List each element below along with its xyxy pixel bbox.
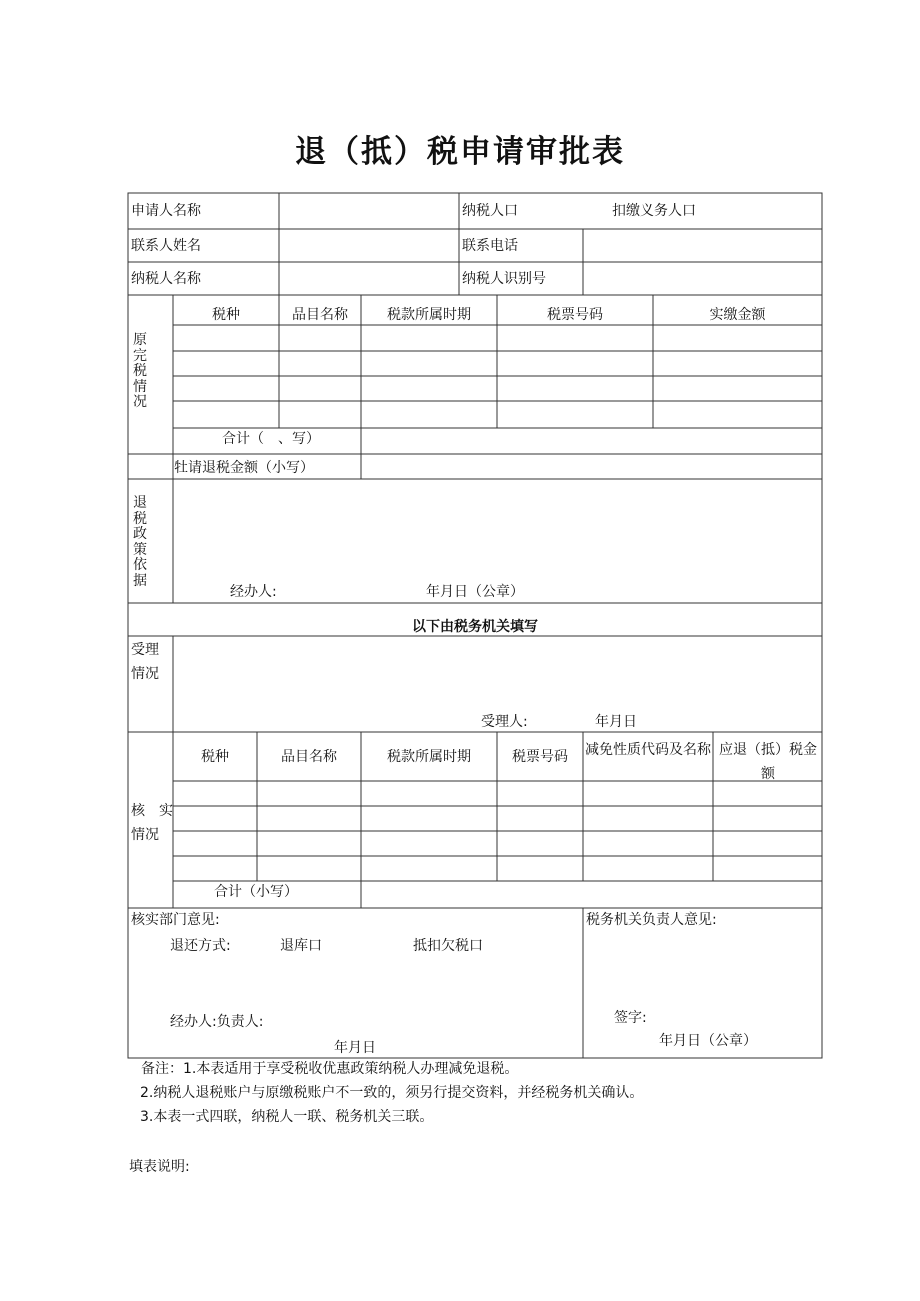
- note-line-3: 3.本表一式四联，纳税人一联、税务机关三联。: [140, 1109, 434, 1125]
- tax-office-banner: 以下由税务机关填写: [412, 619, 538, 635]
- dept-handler-label: 经办人:负责人:: [170, 1014, 264, 1030]
- refund-method-label: 退还方式:: [170, 938, 231, 954]
- verif-header-tax-type: 税种: [201, 749, 229, 765]
- applicant-name-label: 申请人名称: [131, 203, 201, 219]
- acceptance-side-label-1: 受理: [131, 642, 159, 658]
- dept-opinion-label: 核实部门意见:: [131, 912, 220, 928]
- note-line-1: 备注：1.本表适用于享受税收优惠政策纳税人办理减免退税。: [141, 1061, 519, 1077]
- orig-header-paid-amount: 实缴金额: [709, 307, 766, 323]
- refund-amount-label: 牡请退税金额（小写）: [174, 460, 314, 476]
- orig-header-tax-type: 税种: [212, 307, 240, 323]
- verif-header-refund-amount: 应退（抵）税金额: [719, 742, 817, 782]
- verif-total-label: 合计（小写）: [214, 884, 298, 900]
- contact-phone-label: 联系电话: [462, 238, 518, 254]
- withholding-agent-type-option[interactable]: 扣缴义务人口: [612, 203, 696, 219]
- verification-side-label-2: 情况: [131, 827, 159, 843]
- original-tax-side-label: 原完税情况: [133, 332, 147, 410]
- head-opinion-label: 税务机关负责人意见:: [586, 912, 717, 928]
- fill-instructions-label: 填表说明:: [129, 1159, 190, 1175]
- verif-header-exemption-code: 减免性质代码及名称: [585, 742, 711, 758]
- orig-header-tax-period: 税款所属时期: [387, 307, 471, 323]
- orig-total-label: 合计（ 、写）: [222, 431, 320, 447]
- verif-header-ticket-number: 税票号码: [512, 749, 568, 765]
- acceptance-side-label-2: 情况: [131, 666, 159, 682]
- refund-method-treasury-option[interactable]: 退库口: [280, 938, 322, 954]
- verif-header-item-name: 品目名称: [281, 749, 337, 765]
- policy-handler-label: 经办人:: [230, 584, 277, 600]
- taxpayer-type-option[interactable]: 纳税人口: [462, 203, 518, 219]
- taxpayer-id-label: 纳税人识别号: [462, 271, 546, 287]
- policy-date-seal: 年月日（公章）: [426, 584, 524, 600]
- taxpayer-name-label: 纳税人名称: [131, 271, 201, 287]
- refund-method-offset-option[interactable]: 抵扣欠税口: [413, 938, 483, 954]
- head-date-seal: 年月日（公章）: [659, 1033, 757, 1049]
- acceptor-label: 受理人:: [481, 714, 528, 730]
- policy-side-label: 退税政策依据: [133, 495, 147, 589]
- dept-date: 年月日: [334, 1040, 376, 1056]
- form-title: 退（抵）税申请审批表: [295, 134, 625, 170]
- head-sign-label: 签字:: [614, 1010, 647, 1026]
- acceptance-date: 年月日: [595, 714, 637, 730]
- note-line-2: 2.纳税人退税账户与原缴税账户不一致的，须另行提交资料，并经税务机关确认。: [140, 1085, 644, 1101]
- orig-header-item-name: 品目名称: [292, 307, 348, 323]
- verif-header-tax-period: 税款所属时期: [387, 749, 471, 765]
- verification-side-label-1: 核 实: [131, 803, 173, 819]
- orig-header-ticket-number: 税票号码: [547, 307, 603, 323]
- contact-name-label: 联系人姓名: [131, 238, 201, 254]
